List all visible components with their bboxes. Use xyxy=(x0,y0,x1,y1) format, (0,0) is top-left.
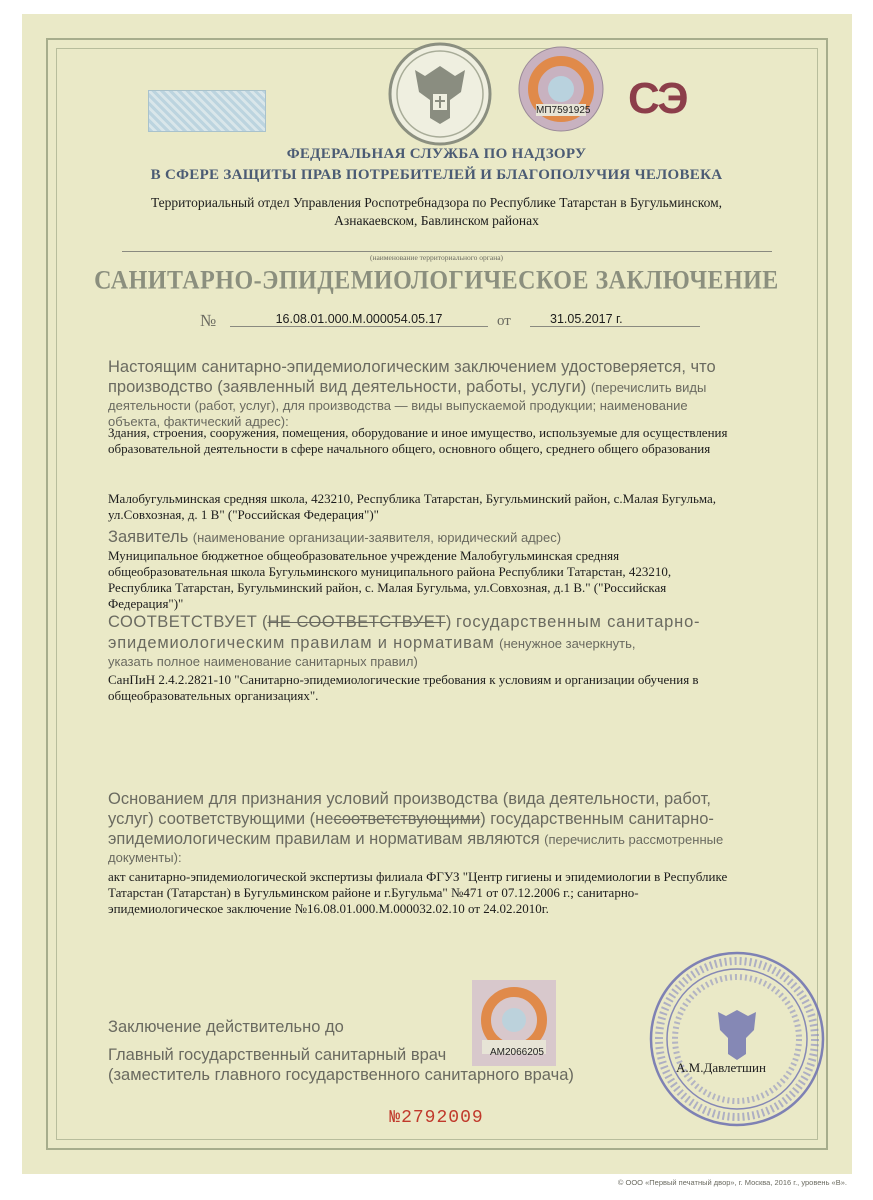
basis-line1: Основанием для признания условий производства (вида деятельности, работ, xyxy=(108,790,711,808)
basis-line3-note: (перечислить рассмотренные xyxy=(544,832,724,847)
compliance-rest1: государственным санитарно- xyxy=(455,613,701,631)
basis-line2-struck: соответствующими xyxy=(333,810,481,828)
rules-line2: общеобразовательных организациях". xyxy=(108,688,319,703)
applicant-line1: Муниципальное бюджетное общеобразовательное учреждение Малобугульминская средняя xyxy=(108,548,620,563)
certify-note-line2: деятельности (работ, услуг), для производства — виды выпускаемой продукции; наименование xyxy=(108,398,688,413)
activity-line2: образовательной деятельности в сфере начального общего, основного общего, среднего общего образования xyxy=(108,441,711,456)
certificate-date: 31.05.2017 г. xyxy=(530,312,700,327)
certify-intro-line1: Настоящим санитарно-эпидемиологическим заключением удостоверяется, что xyxy=(108,358,716,376)
emblem-icon xyxy=(385,40,495,153)
compliance-struck: НЕ СООТВЕТСТВУЕТ xyxy=(267,613,446,631)
compliance-line2-main: эпидемиологическим правилам и нормативам xyxy=(108,634,495,652)
valid-until: Заключение действительно до xyxy=(108,1018,344,1036)
activity-line1: Здания, строения, сооружения, помещения, оборудование и иное имущество, используемые для осуществления xyxy=(108,425,728,440)
chief-line2: (заместитель главного государственного санитарного врача) xyxy=(108,1066,574,1084)
signer-name: А.М.Давлетшин xyxy=(676,1060,766,1075)
compliance-word: СООТВЕТСТВУЕТ xyxy=(108,613,258,631)
number-label: № xyxy=(200,311,217,330)
hologram-strip xyxy=(148,90,266,132)
applicant-heading xyxy=(108,528,561,547)
object-line1: Малобугульминская средняя школа, 423210, Республика Татарстан, Бугульминский район, с.Малая Бугульма, xyxy=(108,491,717,506)
compliance-open-paren: ( xyxy=(261,613,268,631)
certify-intro-line2 xyxy=(108,378,706,397)
object-line2: ул.Совхозная, д. 1 В" ("Российская Федерация")" xyxy=(108,507,379,522)
basis-line2 xyxy=(108,810,714,829)
basis-line2-b: ) государственным санитарно- xyxy=(480,810,714,828)
from-label: от xyxy=(497,313,511,329)
basis-line3-main: эпидемиологическим правилам и нормативам являются xyxy=(108,830,540,848)
chief-line1: Главный государственный санитарный врач xyxy=(108,1046,447,1064)
compliance-line2-note: (ненужное зачеркнуть, xyxy=(499,636,636,651)
hologram-top-code: МП7591925 xyxy=(536,105,591,116)
applicant-note: (наименование организации-заявителя, юридический адрес) xyxy=(192,530,562,545)
basis-line4: документы): xyxy=(108,850,182,865)
serial-number: №2792009 xyxy=(389,1108,484,1128)
certify-intro-line2-note: (перечислить виды xyxy=(590,380,707,395)
agency-line1: ФЕДЕРАЛЬНАЯ СЛУЖБА ПО НАДЗОРУ xyxy=(286,146,587,162)
applicant-line4: Федерация")" xyxy=(108,596,184,611)
certificate-number: 16.08.01.000.М.000054.05.17 xyxy=(230,312,488,327)
basis-doc-line1: акт санитарно-эпидемиологической экспертизы филиала ФГУЗ "Центр гигиены и эпидемиологии в Республике xyxy=(108,869,728,884)
basis-line2-a: услуг) соответствующими (не xyxy=(108,810,334,828)
applicant-line3: Республика Татарстан, Бугульминский район, с. Малая Бугульма, ул.Совхозная, д.1 В." ("Российская xyxy=(108,580,667,595)
basis-doc-line2: Татарстан (Татарстан) в Бугульминском районе и г.Бугульма" №471 от 07.12.2006 г.; санитарно- xyxy=(108,885,639,900)
rules-line1: СанПиН 2.4.2.2821-10 "Санитарно-эпидемиологические требования к условиям и организации обучения в xyxy=(108,672,699,687)
agency-line2: В СФЕРЕ ЗАЩИТЫ ПРАВ ПОТРЕБИТЕЛЕЙ И БЛАГОПОЛУЧИЯ ЧЕЛОВЕКА xyxy=(150,167,723,183)
basis-line3 xyxy=(108,830,723,849)
territorial-line1: Территориальный отдел Управления Роспотребнадзора по Республике Татарстан в Бугульминском, xyxy=(150,195,723,210)
applicant-line2: общеобразовательная школа Бугульминского муниципального района Республики Татарстан, 423210, xyxy=(108,564,672,579)
certify-note-line3: объекта, фактический адрес): xyxy=(108,414,289,429)
basis-doc-line3: эпидемиологическое заключение №16.08.01.000.М.000032.02.10 от 24.02.2010г. xyxy=(108,901,549,916)
printer-credit: © ООО «Первый печатный двор», г. Москва, 2016 г., уровень «В». xyxy=(617,1178,847,1187)
certify-intro-line2-main: производство (заявленный вид деятельности, работы, услуги) xyxy=(108,378,587,396)
compliance-line3: указать полное наименование санитарных правил) xyxy=(108,654,418,669)
applicant-label: Заявитель xyxy=(108,528,189,546)
compliance-line2 xyxy=(108,634,635,653)
territorial-underline xyxy=(122,251,772,252)
official-stamp xyxy=(648,950,826,1133)
hologram-bottom-code: АМ2066205 xyxy=(490,1047,544,1058)
compliance-line1 xyxy=(108,613,700,632)
territorial-caption: (наименование территориального органа) xyxy=(369,253,504,262)
document-title: САНИТАРНО-ЭПИДЕМИОЛОГИЧЕСКОЕ ЗАКЛЮЧЕНИЕ xyxy=(94,266,779,296)
se-mark: СЭ xyxy=(628,74,687,123)
territorial-line2: Азнакаевском, Бавлинском районах xyxy=(334,213,539,228)
compliance-close-paren: ) xyxy=(445,613,452,631)
hologram-seal-top xyxy=(518,46,604,132)
